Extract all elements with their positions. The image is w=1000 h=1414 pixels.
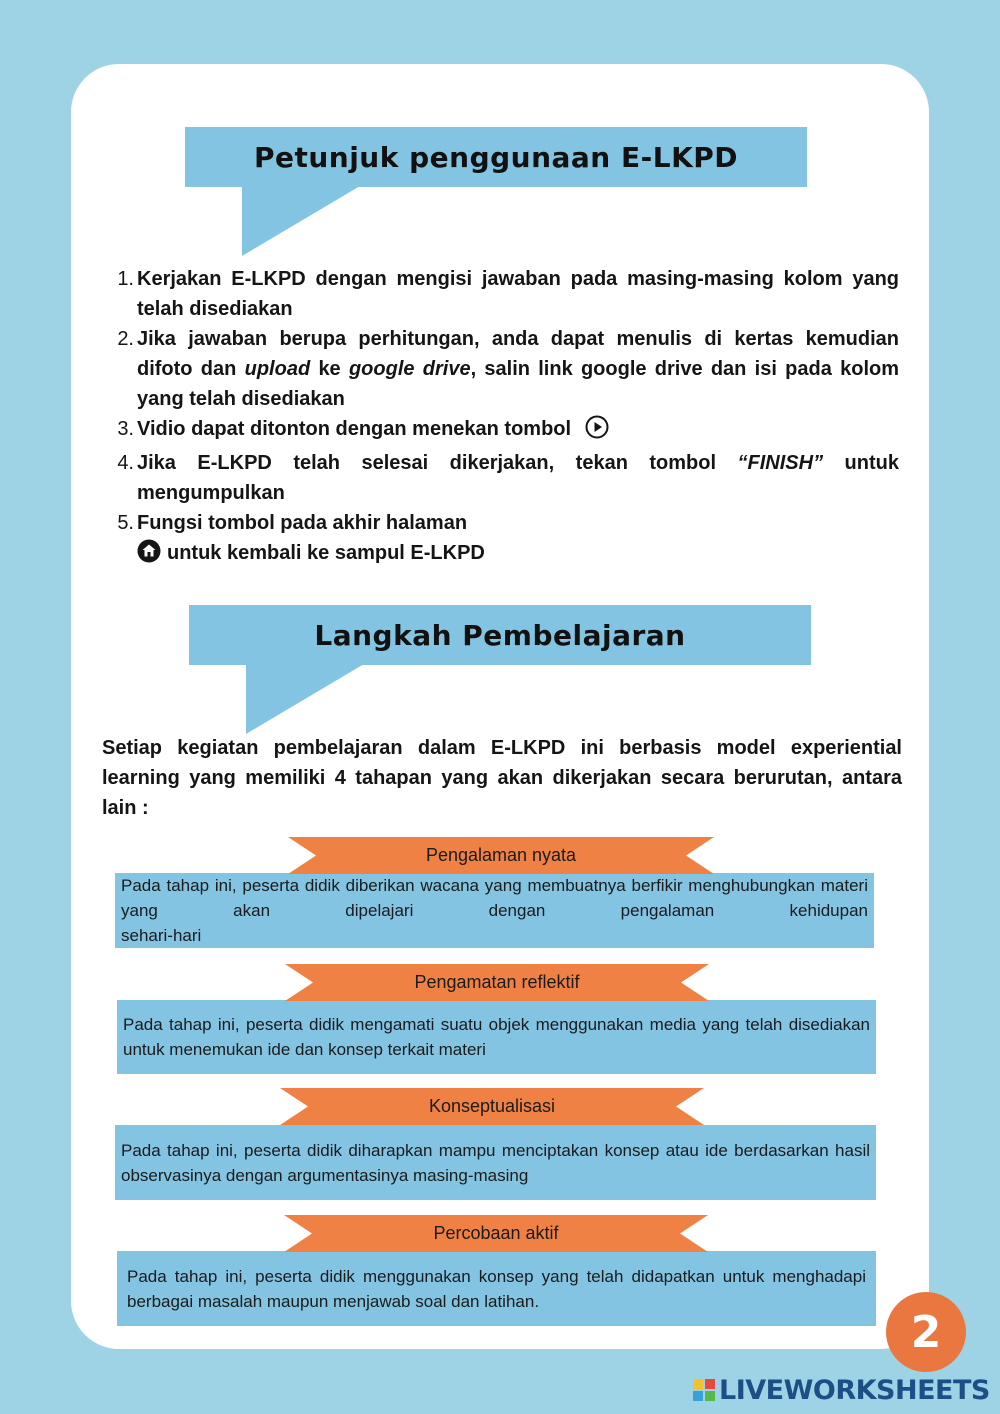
banner-tail xyxy=(246,664,366,736)
list-item: 4. Jika E-LKPD telah selesai dikerjakan, tekan tombol “FINISH” untuk mengumpulkan xyxy=(117,452,899,504)
liveworksheets-logo[interactable] xyxy=(693,1376,990,1404)
list-item: 2. Jika jawaban berupa perhitungan, anda dapat menulis di kertas kemudian difoto dan upload ke google drive, salin link google drive dan isi pada kolom yang telah disediakan xyxy=(117,328,900,410)
list-item: 3. Vidio dapat ditonton dengan menekan tombol xyxy=(112,414,899,448)
home-icon xyxy=(137,539,161,572)
step-title: Pengamatan reflektif xyxy=(313,964,681,1001)
page-number: 2 xyxy=(886,1292,966,1372)
step-title: Percobaan aktif xyxy=(312,1215,680,1252)
langkah-title: Langkah Pembelajaran xyxy=(189,605,811,665)
petunjuk-list xyxy=(112,264,899,572)
step-description: Pada tahap ini, peserta didik diharapkan mampu menciptakan konsep atau ide berdasarkan hasil observasinya dengan argumentasinya masing-masing xyxy=(115,1125,876,1200)
banner-tail xyxy=(242,186,362,258)
petunjuk-title: Petunjuk penggunaan E-LKPD xyxy=(185,127,807,187)
liveworksheets-brand: LIVEWORKSHEETS xyxy=(719,1374,990,1406)
step-description: Pada tahap ini, peserta didik menggunakan konsep yang telah didapatkan untuk menghadapi berbagai masalah maupun menjawab soal dan latihan. xyxy=(117,1251,876,1326)
step-title: Konseptualisasi xyxy=(308,1088,676,1125)
list-item: 5. Fungsi tombol pada akhir halaman untuk kembali ke sampul E-LKPD xyxy=(112,508,899,572)
play-icon xyxy=(585,415,609,448)
step-title: Pengalaman nyata xyxy=(316,837,686,874)
list-item: 1. Kerjakan E-LKPD dengan mengisi jawaban pada masing-masing kolom yang telah disediakan xyxy=(117,268,899,320)
step-description: Pada tahap ini, peserta didik mengamati suatu objek menggunakan media yang telah disediakan untuk menemukan ide dan konsep terkait materi xyxy=(117,1000,876,1074)
step-description: Pada tahap ini, peserta didik diberikan wacana yang membuatnya berfikir menghubungkan materi yang akan dipelajari dengan pengalaman kehidupan sehari-hari xyxy=(115,873,874,948)
langkah-intro: Setiap kegiatan pembelajaran dalam E-LKPD ini berbasis model experiential learning yang memiliki 4 tahapan yang akan dikerjakan secara berurutan, antara lain : xyxy=(102,737,902,819)
liveworksheets-icon xyxy=(693,1379,715,1401)
